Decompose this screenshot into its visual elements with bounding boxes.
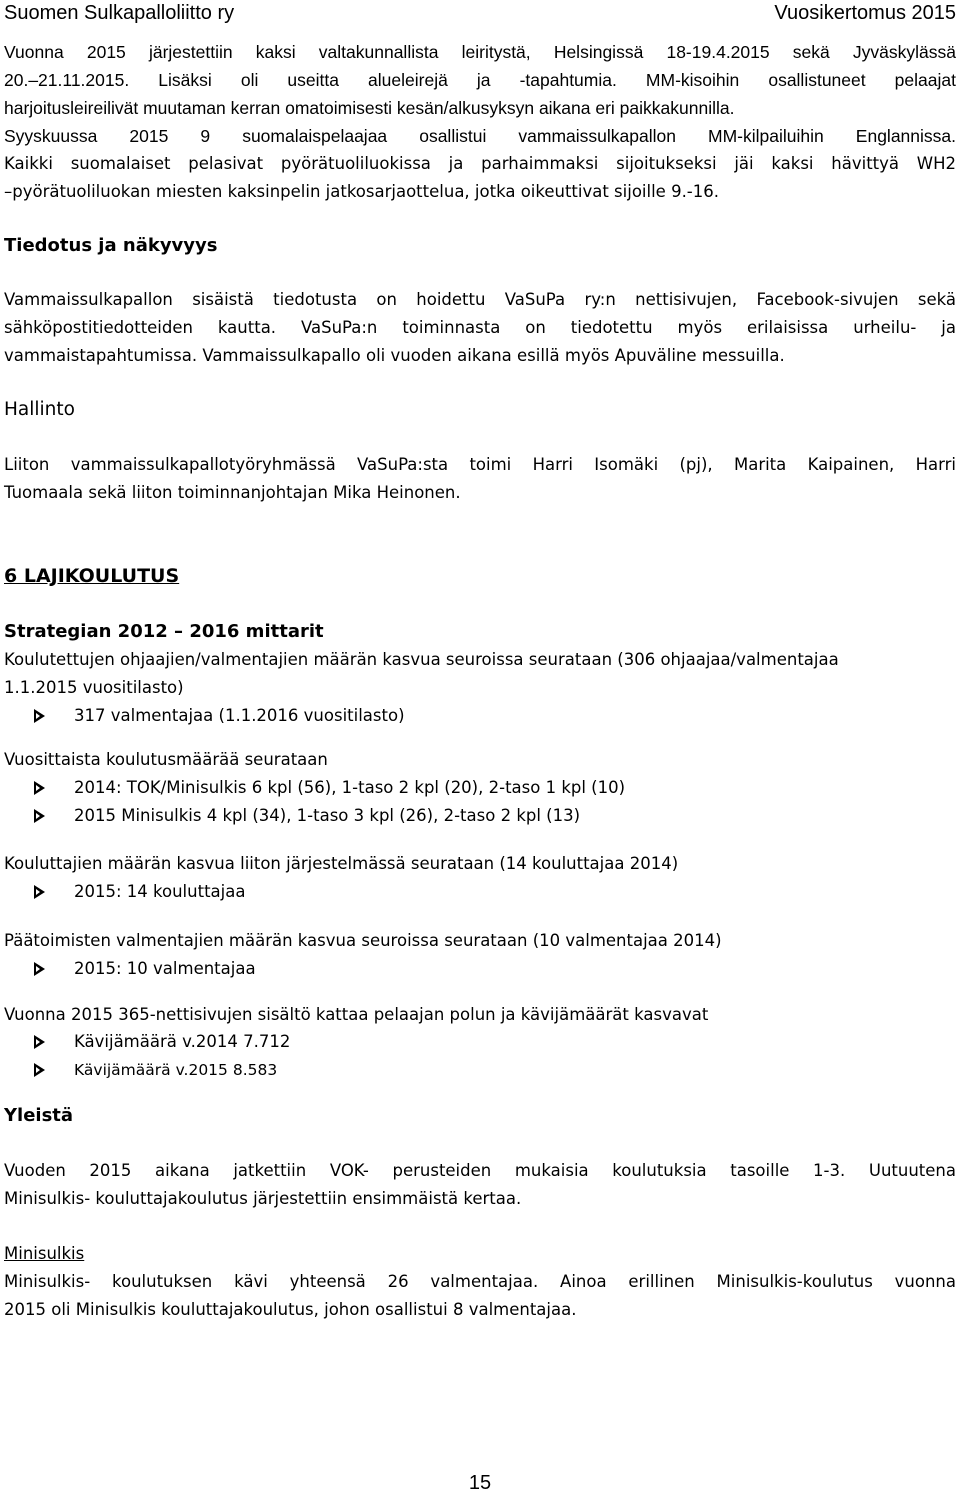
intro-line: Syyskuussa 2015 9 suomalaispelaajaa osallistui vammaissulkapallon MM-kilpailuihin Englannissa.	[4, 126, 956, 146]
list-item	[4, 774, 956, 802]
page-number: 15	[468, 1472, 492, 1494]
championship-line: Kaikki suomalaiset pelasivat pyörätuoliluokissa ja parhaimmaksi sijoitukseksi jäi kaksi hävittyä WH2	[4, 154, 956, 173]
championship-paragraph	[4, 150, 956, 206]
metric-training-text: Vuosittaista koulutusmäärää seurataan	[4, 750, 328, 769]
championship-line: –pyörätuoliluokan miesten kaksinpelin jatkosarjaottelua, jotka oikeuttivat sijoille 9.-16.	[4, 182, 720, 201]
organization-name: Suomen Sulkapalloliitto ry	[4, 2, 235, 24]
minisulkis-line: Minisulkis- koulutuksen kävi yhteensä 26 valmentajaa. Ainoa erillinen Minisulkis-koulutus vuonna	[4, 1272, 956, 1291]
arrow-bullet-icon	[34, 885, 45, 899]
list-item	[4, 1028, 956, 1056]
metric-trainers-bullets	[4, 878, 956, 906]
metric-fulltime-bullets	[4, 955, 956, 983]
section-title: 6 LAJIKOULUTUS	[4, 565, 180, 587]
yleista-line: Vuoden 2015 aikana jatkettiin VOK- perusteiden mukaisia koulutuksia tasoille 1-3. Uutuutena	[4, 1161, 956, 1180]
metric-coaches-bullets	[4, 702, 956, 730]
hallinto-paragraph	[4, 451, 956, 507]
hallinto-heading: Hallinto	[4, 399, 75, 420]
metric-coaches	[4, 646, 956, 702]
bullet-text: 2015: 10 valmentajaa	[74, 959, 256, 978]
yleista-line: Minisulkis- kouluttajakoulutus järjestettiin ensimmäistä kertaa.	[4, 1189, 522, 1208]
tiedotus-line: sähköpostitiedotteiden kautta. VaSuPa:n toiminnasta on tiedotettu myös erilaisissa urheilu- ja	[4, 318, 956, 337]
tiedotus-paragraph	[4, 286, 956, 370]
minisulkis-paragraph	[4, 1268, 956, 1324]
bullet-text: Kävijämäärä v.2015 8.583	[74, 1061, 278, 1079]
bullet-text: 2015: 14 kouluttajaa	[74, 882, 246, 901]
list-item	[4, 702, 956, 730]
arrow-bullet-icon	[34, 1063, 45, 1077]
metric-website-text: Vuonna 2015 365-nettisivujen sisältö kattaa pelaajan polun ja kävijämäärät kasvavat	[4, 1005, 709, 1024]
metric-line: 1.1.2015 vuositilasto)	[4, 678, 184, 697]
list-item	[4, 878, 956, 906]
tiedotus-line: Vammaissulkapallon sisäistä tiedotusta on hoidettu VaSuPa ry:n nettisivujen, Facebook-sivujen sekä	[4, 290, 956, 309]
bullet-text: 2015 Minisulkis 4 kpl (34), 1-taso 3 kpl (26), 2-taso 2 kpl (13)	[74, 806, 581, 825]
arrow-bullet-icon	[34, 809, 45, 823]
list-item	[4, 955, 956, 983]
arrow-bullet-icon	[34, 962, 45, 976]
intro-line: harjoitusleireilivät muutaman kerran omatoimisesti kesän/alkusyksyn aikana eri paikkakunnilla.	[4, 98, 735, 118]
metric-trainers-text: Kouluttajien määrän kasvua liiton järjestelmässä seurataan (14 kouluttajaa 2014)	[4, 854, 679, 873]
hallinto-line: Liiton vammaissulkapallotyöryhmässä VaSuPa:sta toimi Harri Isomäki (pj), Marita Kaipainen, Harri	[4, 455, 956, 474]
bullet-text: 2014: TOK/Minisulkis 6 kpl (56), 1-taso 2 kpl (20), 2-taso 1 kpl (10)	[74, 778, 626, 797]
arrow-bullet-icon	[34, 709, 45, 723]
metric-line: Koulutettujen ohjaajien/valmentajien määrän kasvua seuroissa seurataan (306 ohjaajaa/valmentajaa	[4, 650, 839, 669]
page-header	[2, 2, 958, 32]
yleista-heading: Yleistä	[4, 1105, 74, 1126]
strategy-heading: Strategian 2012 – 2016 mittarit	[4, 621, 324, 642]
intro-line: Vuonna 2015 järjestettiin kaksi valtakunnallista leiritystä, Helsingissä 18-19.4.2015 sekä Jyväskylässä	[4, 42, 956, 62]
metric-training-bullets	[4, 774, 956, 830]
yleista-paragraph	[4, 1157, 956, 1213]
arrow-bullet-icon	[34, 781, 45, 795]
minisulkis-heading: Minisulkis	[4, 1244, 85, 1263]
hallinto-line: Tuomaala sekä liiton toiminnanjohtajan Mika Heinonen.	[4, 483, 461, 502]
arrow-bullet-icon	[34, 1035, 45, 1049]
metric-website-bullets	[4, 1028, 956, 1084]
bullet-text: 317 valmentajaa (1.1.2016 vuositilasto)	[74, 706, 405, 725]
intro-paragraph	[4, 38, 956, 150]
metric-fulltime-text: Päätoimisten valmentajien määrän kasvua seuroissa seurataan (10 valmentajaa 2014)	[4, 931, 722, 950]
tiedotus-heading: Tiedotus ja näkyvyys	[4, 235, 218, 256]
report-title: Vuosikertomus 2015	[774, 2, 956, 24]
minisulkis-line: 2015 oli Minisulkis kouluttajakoulutus, johon osallistui 8 valmentajaa.	[4, 1300, 577, 1319]
intro-line: 20.–21.11.2015. Lisäksi oli useitta alueleirejä ja -tapahtumia. MM-kisoihin osallistuneet pelaajat	[4, 70, 956, 90]
tiedotus-line: vammaistapahtumissa. Vammaissulkapallo oli vuoden aikana esillä myös Apuväline messuilla.	[4, 346, 785, 365]
bullet-text: Kävijämäärä v.2014 7.712	[74, 1032, 291, 1051]
list-item	[4, 1056, 956, 1084]
list-item	[4, 802, 956, 830]
